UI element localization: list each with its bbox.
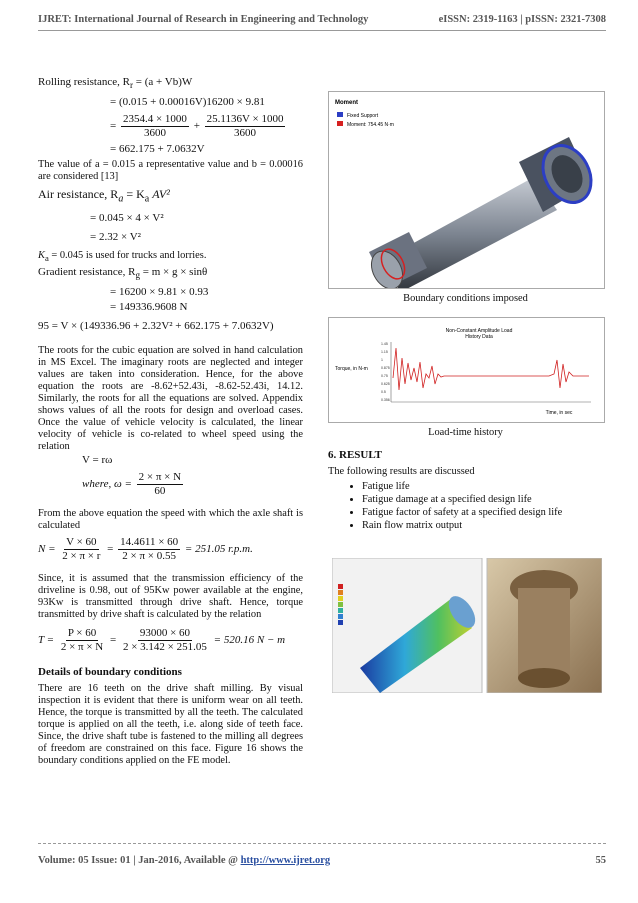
header-rule: [38, 30, 606, 31]
para-roots: The roots for the cubic equation are solved in hand calculation in MS Excel. The imaginary roots are neglected and integer values are taken into consideration. Hence, for the above equation the roots are -8.62+52.43i, -8.62-52.43i, 14.12. Similarly, the roots for all the equations are solved. Appendix shows values of all the roots for design and overload cases. Once the value of vehicle velocity is calculated, the linear velocity of vehicle is co-related to wheel speed using the relation: [38, 344, 303, 452]
fig2-ylabel: Torque, in N-m: [335, 366, 368, 372]
frac-num: 93000 × 60: [139, 626, 191, 639]
frac-num: 2354.4 × 1000: [122, 113, 187, 126]
para-a-b: The value of a = 0.015 a representative value and b = 0.00016 are considered [13]: [38, 159, 303, 183]
figure-results: [332, 558, 602, 693]
y-tick: 1.45: [381, 342, 388, 346]
figure-boundary-conditions: [328, 91, 605, 289]
rolling-eq-2: = (0.015 + 0.00016V)16200 × 9.81: [110, 96, 265, 109]
y-tick: 1: [381, 358, 383, 362]
footer-rule: [38, 843, 606, 844]
page-header: [38, 14, 606, 25]
y-tick: 0.356: [381, 398, 390, 402]
frac-den: 60: [154, 484, 166, 497]
list-item: • Rain flow matrix output: [362, 519, 603, 532]
fig2-xlabel: Time, in sec: [545, 410, 573, 416]
result-intro: The following results are discussed: [328, 466, 475, 477]
omega-eq: [38, 471, 303, 498]
ka-sym: K: [38, 249, 45, 261]
frac-den: 2 × π × N: [60, 640, 104, 653]
list-item: • Fatigue damage at a specified design life: [362, 493, 603, 506]
journal-link[interactable]: http://www.ijret.org: [240, 855, 331, 866]
fig1-legend-2: Moment: 754.45 N·m: [347, 122, 394, 128]
air-rhs-tail: AV²: [152, 187, 170, 202]
y-tick: 0.875: [381, 366, 390, 370]
frac-den: 2 × 3.142 × 251.05: [122, 640, 207, 653]
rolling-eq-3: = $\frac{2354.4 \times 1000}{3600}$ + $\frac{25.1136V \times 1000}{3600}$: [110, 113, 284, 140]
n-eq: N = $\frac{V \times 60}{2 \times \pi \times r}$ = $\frac{14.4611 \times 60}{2 \times \pi \times 0.55}$ = 251.05 r.p.m.: [38, 535, 253, 562]
frac-num: V × 60: [66, 535, 97, 548]
ka-text: = 0.045 is used for trucks and lorries.: [48, 249, 207, 261]
frac-num: P × 60: [67, 626, 97, 639]
figure-load-history: [328, 317, 605, 423]
cubic-eq: 95 = V × (149336.96 + 2.32V² + 662.175 + 7.0632V): [38, 319, 274, 332]
para-torque: Since, it is assumed that the transmission efficiency of the driveline is 0.98, out of 95Kw power available at the engine, 93Kw is transmitted through drive shaft. Hence, torque transmitted by drive shaft is calculated by the relation: [38, 572, 303, 620]
fatigue-result-image: [332, 558, 602, 693]
air-label: Air resistance, R: [38, 187, 119, 202]
t-lhs: T =: [38, 633, 55, 646]
bc-heading: Details of boundary conditions: [38, 665, 182, 678]
n-res: = 251.05 r.p.m.: [184, 542, 253, 555]
left-column: [38, 76, 303, 767]
y-tick: 0.5: [381, 390, 386, 394]
frac-den: 2 × π × r: [62, 549, 101, 562]
air-rhs: = K: [126, 187, 145, 202]
page-number: 55: [595, 855, 606, 866]
para-bc: There are 16 teeth on the drive shaft milling. By visual inspection it is evident that there is uniform wear on all teeth. Hence, the torque is transmitted by all the teeth. The calculated torque is applied on all the teeth, i.e. along side of teeth face. Since, the drive shaft tube is fastened to the milling all degrees of freedom are constrained on this face. Figure 16 shows the boundary conditions applied on the FE model.: [38, 682, 303, 766]
fig1-caption: Boundary conditions imposed: [403, 293, 528, 304]
rolling-eq-1: [38, 76, 303, 92]
fig1-title: Moment: [335, 100, 358, 106]
result-list: [328, 480, 603, 532]
ka-sub: a: [44, 252, 49, 263]
y-tick: 0.625: [381, 382, 390, 386]
frac-num: 2 × π × N: [138, 470, 182, 483]
list-item: • Fatigue factor of safety at a specified design life: [362, 506, 603, 519]
fig2-title-2: History Data: [465, 334, 493, 340]
color-legend: [338, 584, 343, 625]
footer-volume: [38, 855, 330, 866]
rolling-eq-4: = 662.175 + 7.0632V: [110, 143, 205, 156]
footer-text: Volume: 05 Issue: 01 | Jan-2016, Available @: [38, 855, 241, 866]
ka-note: [38, 250, 303, 264]
frac-den: 2 × π × 0.55: [122, 549, 176, 562]
y-tick: 1.15: [381, 350, 388, 354]
frac-den: 3600: [234, 127, 257, 140]
frac-num: 25.1136V × 1000: [206, 113, 284, 126]
para-speed: From the above equation the speed with which the axle shaft is calculated: [38, 507, 303, 531]
grad-rhs: = m × g × sinθ: [142, 265, 208, 278]
list-item: • Fatigue life: [362, 480, 603, 493]
rolling-sub: r: [129, 80, 134, 91]
fig1-legend-1: Fixed Support: [347, 113, 379, 119]
fig2-caption: Load-time history: [428, 427, 503, 438]
issn: eISSN: 2319-1163 | pISSN: 2321-7308: [438, 14, 606, 25]
grad-label: Gradient resistance, R: [38, 265, 136, 278]
n-lhs: N =: [38, 542, 56, 555]
grad-eq-1: [38, 266, 303, 282]
y-tick: 0.75: [381, 374, 388, 378]
grad-eq-2: = 16200 × 9.81 × 0.93: [110, 285, 209, 298]
grad-sub: g: [135, 269, 141, 280]
air-sub: a: [118, 193, 124, 205]
air-eq-3: = 2.32 × V²: [90, 230, 141, 243]
grad-eq-3: = 149336.9608 N: [110, 300, 188, 313]
t-res: = 520.16 N − m: [213, 633, 286, 646]
result-heading: 6. RESULT: [328, 449, 383, 461]
frac-num: 14.4611 × 60: [120, 535, 179, 548]
rolling-label: Rolling resistance, R: [38, 76, 130, 88]
load-history-chart: [329, 318, 604, 422]
where-text: where, ω =: [82, 477, 132, 490]
rolling-rhs: = (a + Vb)W: [135, 76, 193, 88]
frac-den: 3600: [143, 127, 166, 140]
t-eq: T = $\frac{P \times 60}{2 \times \pi \times N}$ = $\frac{93000 \times 60}{2 \times 3.142 \times 251.05}$ = 520.16 N − m: [38, 626, 286, 653]
fe-model-image: [329, 92, 604, 288]
air-rhs-sub: a: [144, 193, 150, 205]
fig2-title-1: Non-Constant Amplitude Load: [445, 328, 513, 334]
page-footer: [38, 855, 606, 866]
air-eq-1: [38, 188, 303, 205]
v-eq: V = rω: [82, 453, 113, 466]
fig2-ticks: [381, 342, 390, 402]
right-column: [328, 91, 603, 693]
journal-name: IJRET: International Journal of Research in Engineering and Technology: [38, 14, 369, 25]
air-eq-2: = 0.045 × 4 × V²: [90, 211, 164, 224]
load-signal: [393, 348, 589, 390]
